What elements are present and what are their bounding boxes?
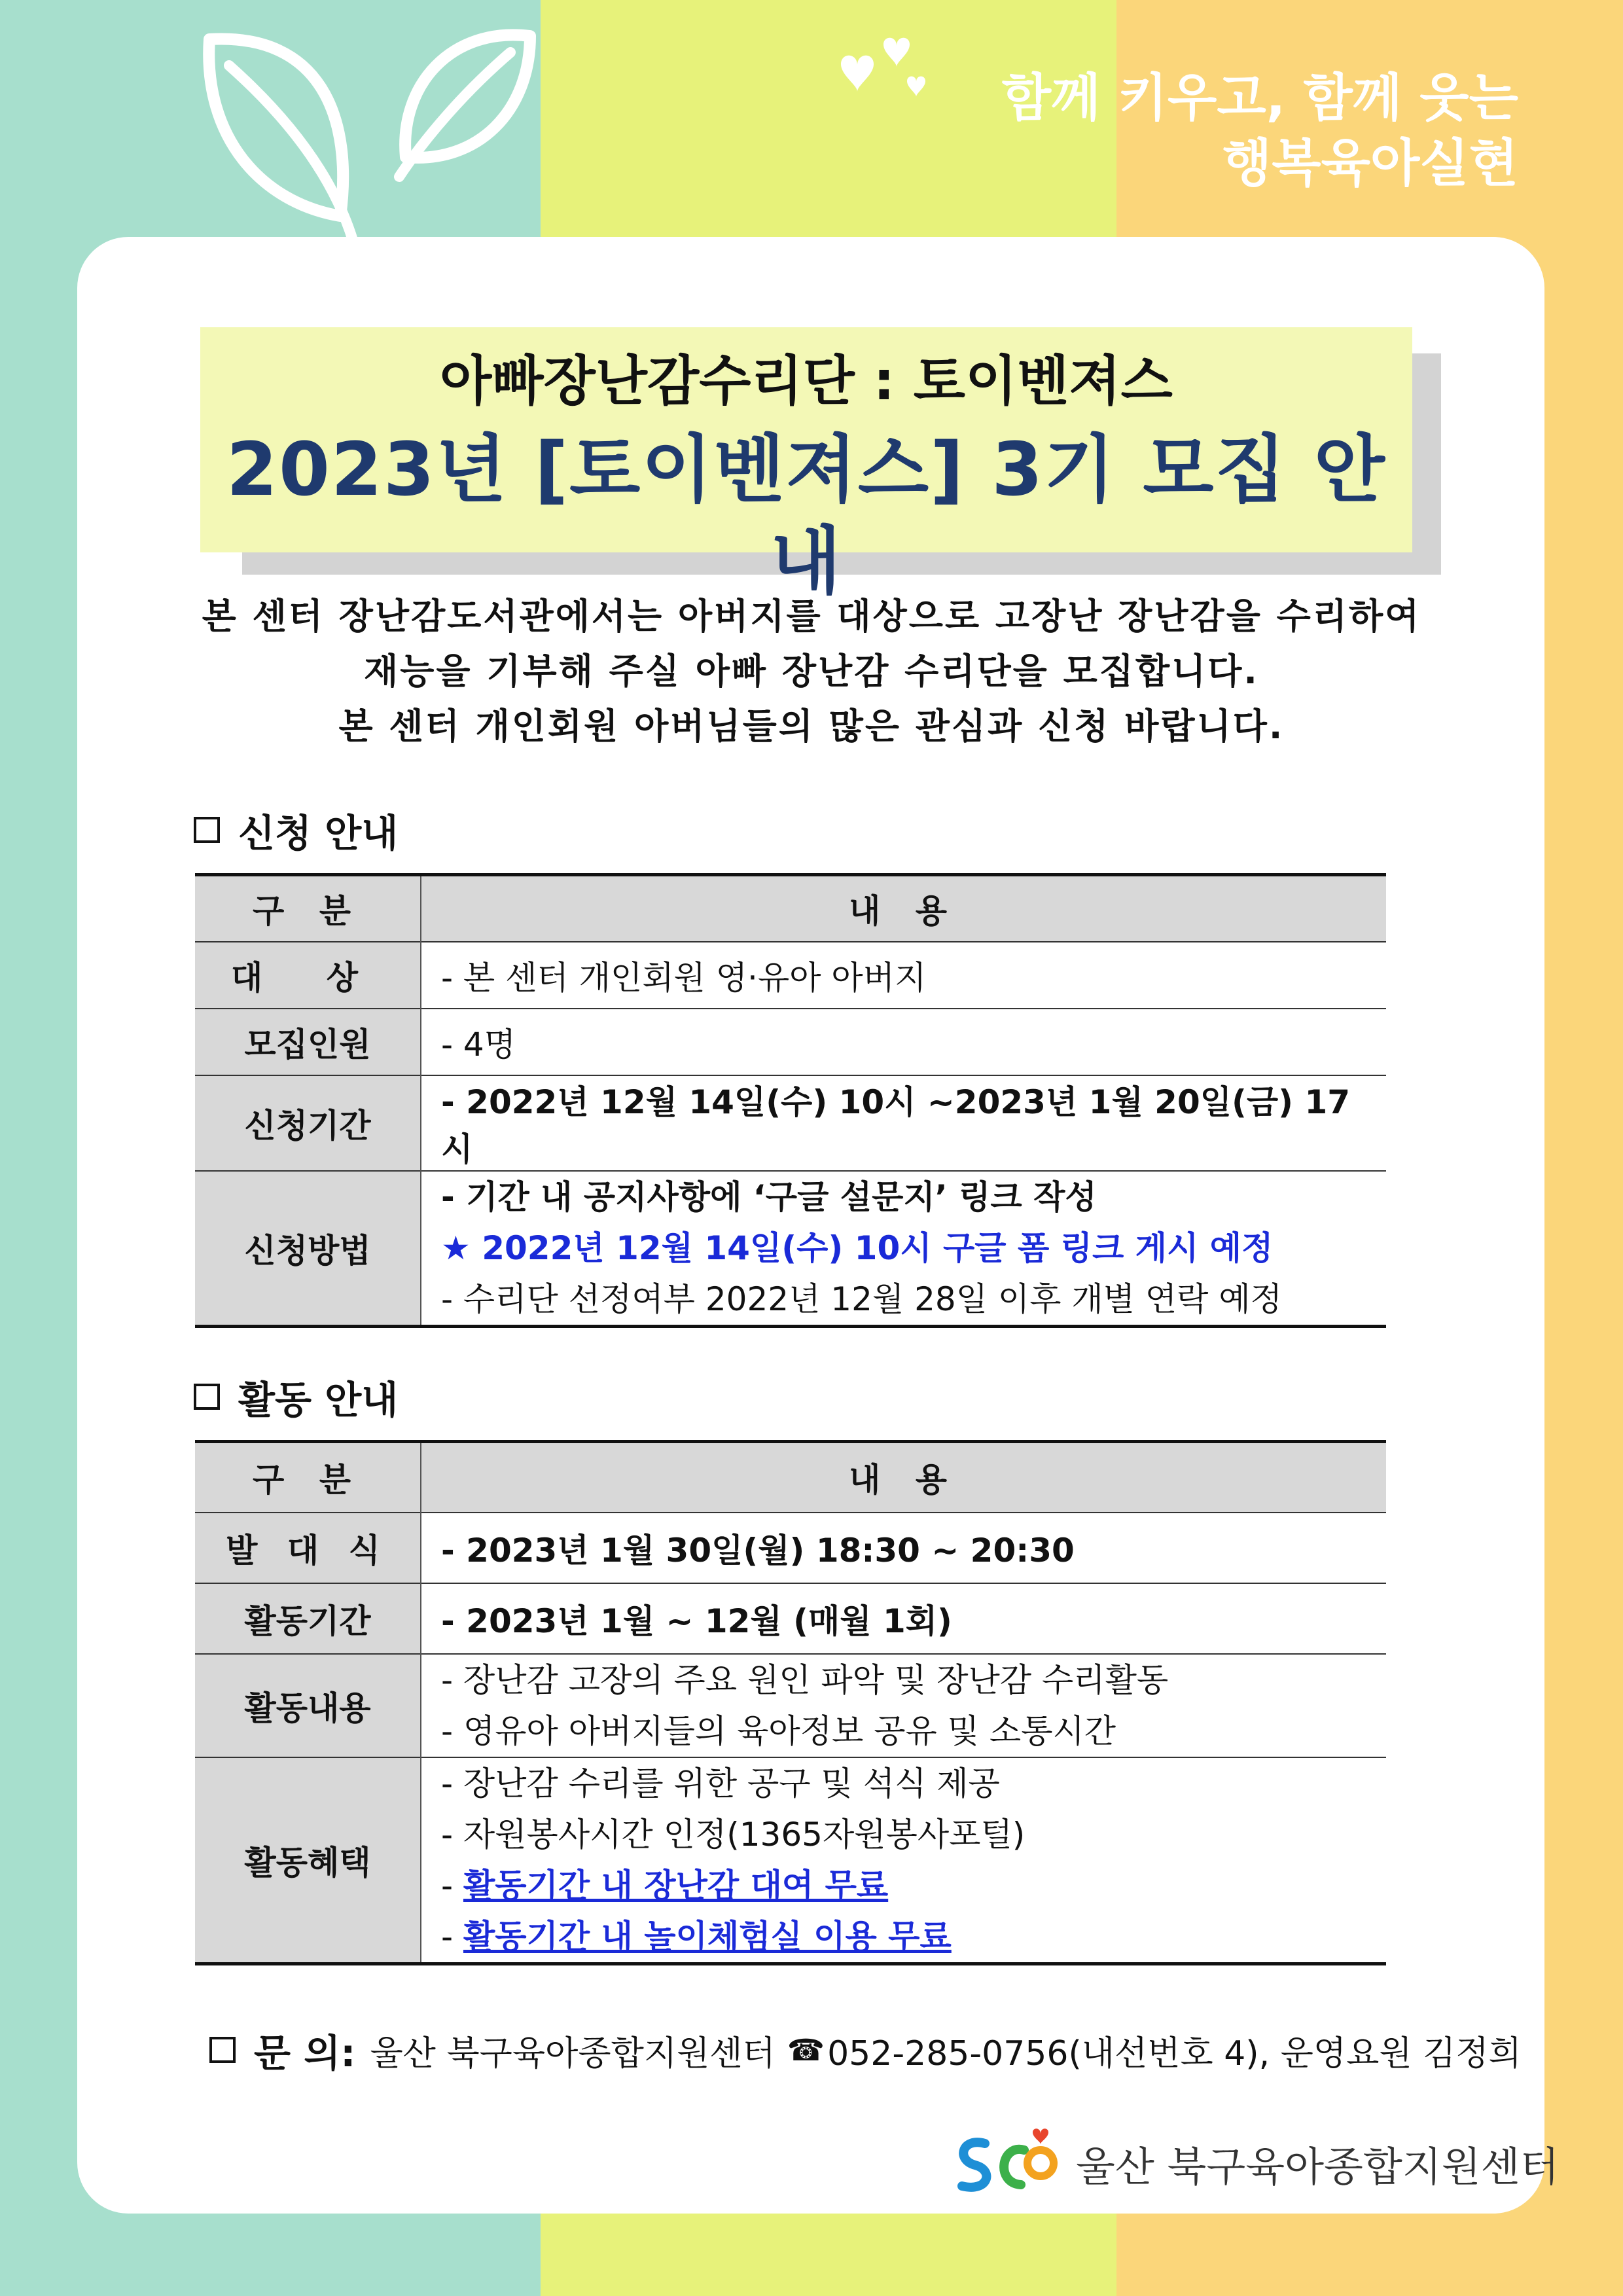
row-value: - 2023년 1월 ~ 12월 (매월 1회)	[441, 1602, 952, 1640]
row-key: 신청기간	[195, 1075, 421, 1171]
table-row	[195, 1757, 1386, 1964]
row-key: 활동내용	[195, 1654, 421, 1757]
contact-label: 문 의:	[254, 2031, 356, 2075]
benefit-line3	[441, 1860, 1366, 1911]
row-value	[421, 1171, 1386, 1327]
benefit-line4	[441, 1911, 1366, 1962]
benefit-line1: - 장난감 수리를 위한 공구 및 석식 제공	[441, 1764, 1000, 1803]
phone-icon: ☎	[787, 2032, 825, 2068]
column-header-key: 구 분	[195, 875, 421, 942]
row-key: 발 대 식	[195, 1513, 421, 1583]
section-heading-text: 활동 안내	[238, 1378, 399, 1422]
slogan-line2: 행복육아실현	[1222, 134, 1518, 193]
checkbox-square-icon	[209, 2037, 236, 2063]
table-row	[195, 942, 1386, 1009]
method-line3: - 수리단 선정여부 2022년 12월 28일 이후 개별 연락 예정	[441, 1280, 1282, 1318]
table-row	[195, 1009, 1386, 1075]
intro-line1: 본 센터 장난감도서관에서는 아버지를 대상으로 고장난 장난감을 수리하여	[202, 596, 1421, 637]
row-value: - 4명	[441, 1025, 516, 1064]
row-value	[421, 1654, 1386, 1757]
section-heading-application	[194, 802, 398, 857]
footer-org-name: 울산 북구육아종합지원센터	[1076, 2142, 1560, 2191]
title-box	[200, 327, 1412, 604]
benefit-dash: -	[441, 1866, 454, 1905]
column-header-value: 내 용	[421, 1442, 1386, 1513]
intro-line2: 재능을 기부해 주실 아빠 장난감 수리단을 모집합니다.	[364, 651, 1259, 692]
benefit-dash: -	[441, 1917, 454, 1956]
footer-logo	[949, 2127, 1559, 2199]
title-subtitle: 아빠장난감수리단 : 토이벤져스	[440, 350, 1173, 412]
table-row	[195, 1583, 1386, 1654]
benefit-line4-text: 활동기간 내 놀이체험실 이용 무료	[463, 1917, 952, 1956]
activity-table	[195, 1440, 1386, 1965]
table-header-row	[195, 875, 1386, 942]
content-line1: - 장난감 고장의 주요 원인 파악 및 장난감 수리활동	[441, 1660, 1169, 1699]
contact-phone: 052-285-0756(내선번호 4), 운영요원 김정희	[827, 2034, 1522, 2073]
method-line1: - 기간 내 공지사항에 ‘구글 설문지’ 링크 작성	[441, 1177, 1097, 1216]
row-key: 대 상	[195, 942, 421, 1009]
row-value	[421, 1757, 1386, 1964]
application-table	[195, 873, 1386, 1328]
row-key: 모집인원	[195, 1009, 421, 1075]
content-line2: - 영유아 아버지들의 육아정보 공유 및 소통시간	[441, 1712, 1116, 1750]
section-heading-text: 신청 안내	[238, 811, 399, 855]
row-key: 활동혜택	[195, 1757, 421, 1964]
page-title: 2023년 [토이벤져스] 3기 모집 안내	[226, 427, 1386, 604]
table-row	[195, 1654, 1386, 1757]
checkbox-square-icon	[194, 817, 220, 843]
section-heading-activity	[194, 1369, 398, 1424]
center-logo-icon	[949, 2127, 1060, 2199]
benefit-line2: - 자원봉사시간 인정(1365자원봉사포털)	[441, 1815, 1026, 1854]
row-value: - 본 센터 개인회원 영·유아 아버지	[441, 958, 927, 997]
slogan-line1: 함께 키우고, 함께 웃는	[1001, 69, 1518, 128]
row-key: 활동기간	[195, 1583, 421, 1654]
column-header-value: 내 용	[421, 875, 1386, 942]
row-value: - 2023년 1월 30일(월) 18:30 ~ 20:30	[441, 1531, 1075, 1570]
intro-line3: 본 센터 개인회원 아버님들의 많은 관심과 신청 바랍니다.	[338, 706, 1285, 747]
column-header-key: 구 분	[195, 1442, 421, 1513]
slogan	[1002, 65, 1518, 196]
leaf-icon	[190, 26, 543, 242]
row-key: 신청방법	[195, 1171, 421, 1327]
benefit-line3-text: 활동기간 내 장난감 대여 무료	[463, 1866, 889, 1905]
method-line2: ★ 2022년 12월 14일(수) 10시 구글 폼 링크 게시 예정	[441, 1229, 1274, 1267]
contact-info	[209, 2022, 1522, 2077]
table-row	[195, 1513, 1386, 1583]
table-row	[195, 1171, 1386, 1327]
row-value: - 2022년 12월 14일(수) 10시 ~2023년 1월 20일(금) 17시	[441, 1083, 1351, 1168]
hearts-icon	[831, 26, 936, 111]
checkbox-square-icon	[194, 1384, 220, 1410]
contact-org: 울산 북구육아종합지원센터	[370, 2034, 776, 2073]
table-row	[195, 1075, 1386, 1171]
table-header-row	[195, 1442, 1386, 1513]
intro-text	[170, 589, 1453, 754]
